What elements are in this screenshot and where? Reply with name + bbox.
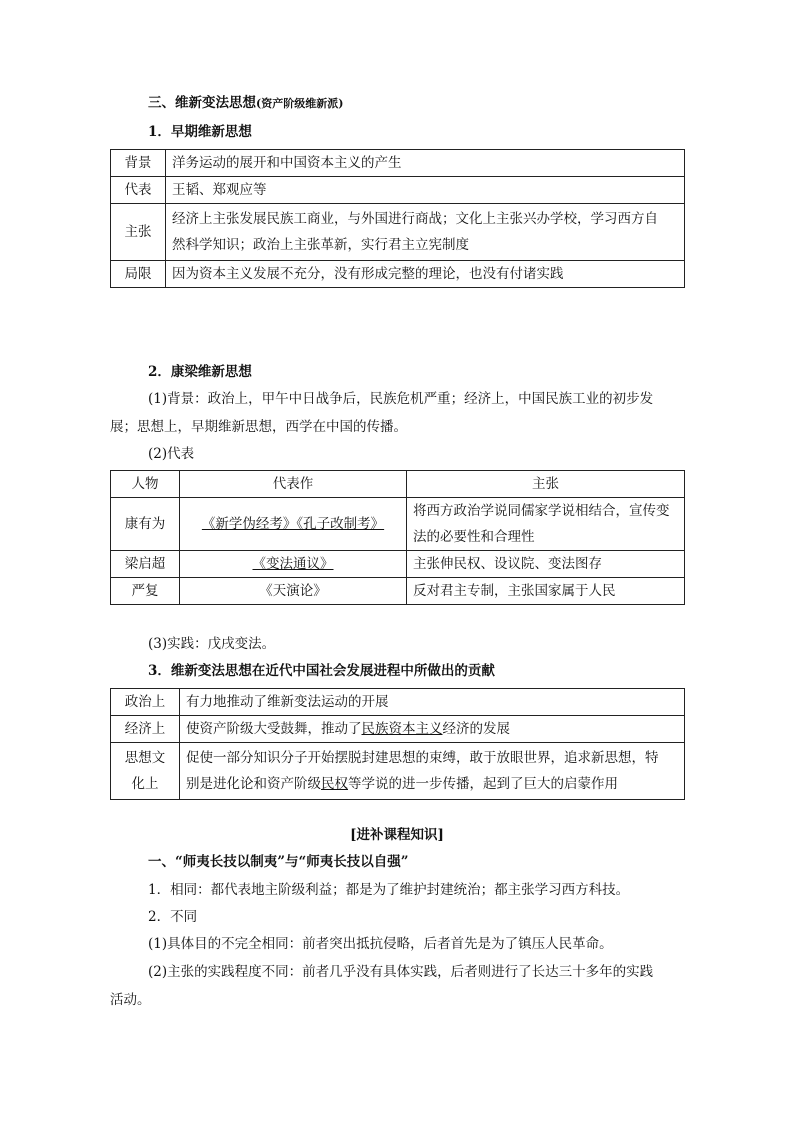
- row-text: 因为资本主义发展不充分，没有形成完整的理论，也没有付诸实践: [166, 261, 685, 288]
- underlined-term: 民族资本主义: [361, 721, 443, 737]
- diff-item: (1)具体目的不完全相同：前者突出抵抗侵略，后者首先是为了镇压人民革命。: [148, 936, 613, 952]
- table-row: [111, 551, 685, 578]
- row-text: [180, 716, 685, 743]
- work-title: 《新学伪经考》《孔子改制考》: [201, 516, 385, 532]
- claim-cell: 反对君主专制，主张国家属于人民: [407, 578, 685, 605]
- person-cell: 严复: [111, 578, 180, 605]
- section-heading-note: (资产阶级维新派): [256, 97, 344, 110]
- claim-cell: [407, 498, 685, 551]
- table-row: [111, 578, 685, 605]
- supplement-heading: 一、“师夷长技以制夷”与“师夷长技以自强”: [148, 854, 409, 870]
- row-text: [166, 204, 685, 261]
- row-text: 王韬、郑观应等: [166, 177, 685, 204]
- representatives-title: (2)代表: [148, 446, 195, 462]
- contribution-table: [110, 688, 685, 800]
- column-header: 代表作: [180, 471, 407, 498]
- row-text-line: [186, 771, 678, 797]
- column-header: 人物: [111, 471, 180, 498]
- subheading-kang-liang: 2．康梁维新思想: [148, 364, 252, 380]
- label-line: 化上: [131, 776, 159, 792]
- claim-line: 法的必要性和合理性: [413, 529, 535, 545]
- column-header: 主张: [407, 471, 685, 498]
- work-title: 《变法通议》: [252, 556, 334, 572]
- text-part: 使资产阶级大受鼓舞，推动了: [186, 721, 362, 737]
- subheading-early-reform: 1．早期维新思想: [148, 124, 252, 140]
- work-cell: 《天演论》: [180, 578, 407, 605]
- same-line: 1．相同：都代表地主阶级利益；都是为了维护封建统治；都主张学习西方科技。: [148, 882, 630, 898]
- row-text: [180, 743, 685, 800]
- diff-item-continued: 活动。: [110, 992, 151, 1008]
- table-row: [111, 150, 685, 177]
- background-line: 展；思想上，早期维新思想，西学在中国的传播。: [110, 419, 407, 435]
- section-heading: [148, 97, 343, 111]
- section-heading-text: 三、维新变法思想: [148, 95, 256, 111]
- row-label: 背景: [111, 150, 166, 177]
- text-part: 等学说的进一步传播，起到了巨大的启蒙作用: [348, 776, 618, 792]
- subheading-contribution: 3．维新变法思想在近代中国社会发展进程中所做出的贡献: [148, 663, 495, 679]
- supplement-title: [进补课程知识]: [350, 827, 444, 843]
- table-row: [111, 716, 685, 743]
- person-cell: 梁启超: [111, 551, 180, 578]
- practice-line: (3)实践：戊戌变法。: [148, 636, 276, 652]
- person-cell: 康有为: [111, 498, 180, 551]
- table-row: [111, 689, 685, 716]
- table-header-row: [111, 471, 685, 498]
- table-row: [111, 204, 685, 261]
- row-text-line: 促使一部分知识分子开始摆脱封建思想的束缚，敢于放眼世界，追求新思想，特: [186, 750, 659, 766]
- row-text-line: 经济上主张发展民族工商业，与外国进行商战；文化上主张兴办学校，学习西方自: [172, 211, 658, 227]
- row-text: 洋务运动的展开和中国资本主义的产生: [166, 150, 685, 177]
- row-label: 主张: [111, 204, 166, 261]
- row-label: 代表: [111, 177, 166, 204]
- claim-cell: 主张伸民权、设议院、变法图存: [407, 551, 685, 578]
- background-line: (1)背景：政治上，甲午中日战争后，民族危机严重；经济上，中国民族工业的初步发: [148, 391, 654, 407]
- table-row: [111, 498, 685, 551]
- diff-heading: 2．不同: [148, 909, 198, 925]
- work-cell: [180, 551, 407, 578]
- table-row: [111, 743, 685, 800]
- table-row: [111, 177, 685, 204]
- row-label: [111, 743, 180, 800]
- row-label: 局限: [111, 261, 166, 288]
- work-cell: [180, 498, 407, 551]
- diff-item: (2)主张的实践程度不同：前者几乎没有具体实践，后者则进行了长达三十多年的实践: [148, 964, 654, 980]
- representatives-table: [110, 470, 685, 605]
- underlined-term: 民权: [321, 776, 348, 792]
- row-text-line: 然科学知识；政治上主张革新，实行君主立宪制度: [172, 237, 469, 253]
- row-text: 有力地推动了维新变法运动的开展: [180, 689, 685, 716]
- claim-line: 将西方政治学说同儒家学说相结合，宣传变: [413, 503, 670, 519]
- row-label: 政治上: [111, 689, 180, 716]
- row-label: 经济上: [111, 716, 180, 743]
- text-part: 经济的发展: [442, 721, 510, 737]
- early-reform-table: [110, 149, 685, 288]
- text-part: 别是进化论和资产阶级: [186, 776, 321, 792]
- table-row: [111, 261, 685, 288]
- label-line: 思想文: [124, 750, 166, 766]
